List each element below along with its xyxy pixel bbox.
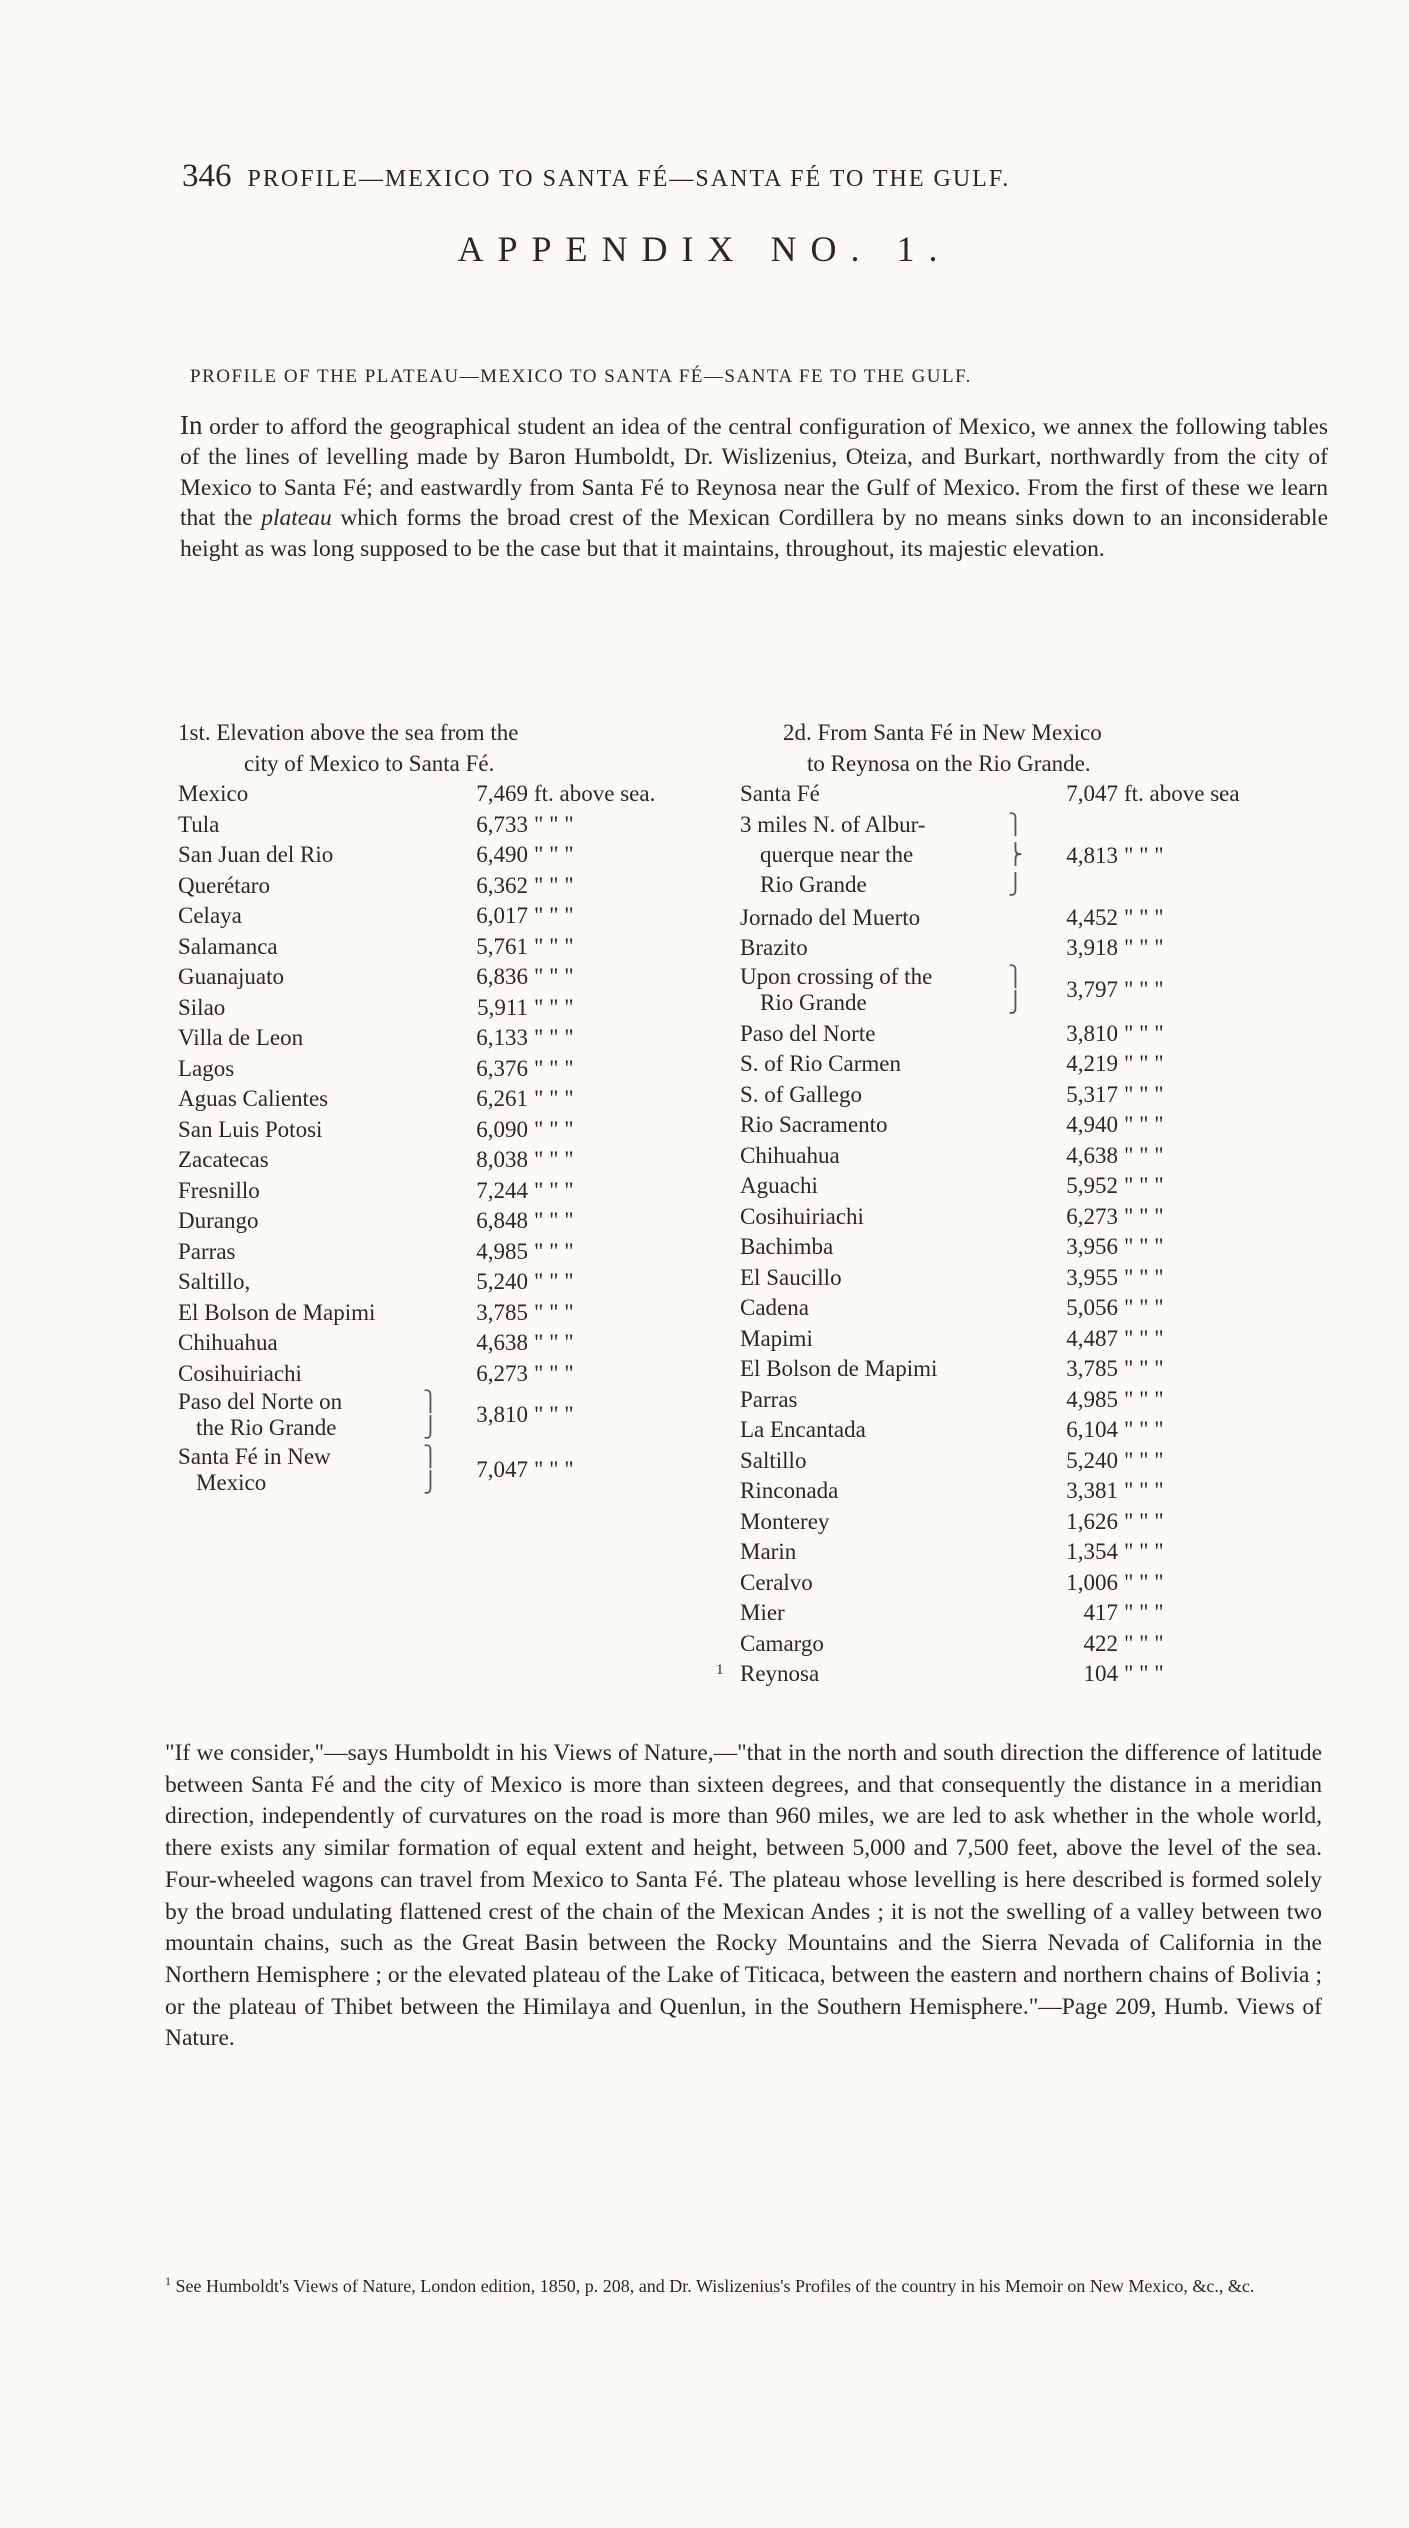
elevation-value: 422 <box>1083 1630 1118 1656</box>
place-name: Querétaro <box>178 872 270 898</box>
table-row <box>740 1354 1320 1385</box>
elevation-table-santa-fe-reynosa <box>716 718 1320 1690</box>
section-title: PROFILE OF THE PLATEAU—MEXICO TO SANTA FÉ—SANTA FE TO THE GULF. <box>190 366 972 387</box>
elevation-value: 3,797 <box>1066 976 1118 1002</box>
table-row <box>178 810 718 841</box>
table-row <box>740 1293 1320 1324</box>
elevation-value: 1,006 <box>1066 1569 1118 1595</box>
table-row <box>178 1298 718 1329</box>
place-name: Jornado del Muerto <box>740 904 921 930</box>
elevation-unit: ft. above sea <box>1124 781 1240 806</box>
table-rows <box>740 903 1320 964</box>
table-row <box>178 1054 718 1085</box>
ditto-marks: " " " <box>534 872 574 898</box>
place-name: San Luis Potosi <box>178 1116 323 1142</box>
elevation-value: 3,785 <box>476 1299 528 1325</box>
ditto-marks: " " " <box>534 842 574 867</box>
ditto-marks: " " " <box>534 1360 574 1386</box>
elevation-value: 4,638 <box>1066 1142 1118 1168</box>
ditto-marks: " " " <box>1124 1173 1164 1198</box>
ditto-marks: " " " <box>534 1086 574 1111</box>
appendix-title: APPENDIX NO. 1. <box>457 229 952 269</box>
elevation-value: 3,956 <box>1066 1234 1118 1259</box>
elevation-value: 7,047 <box>476 1457 528 1482</box>
elevation-value: 6,273 <box>476 1360 528 1386</box>
place-name: El Bolson de Mapimi <box>178 1299 376 1325</box>
table-row <box>178 1444 718 1499</box>
table-row <box>178 1267 718 1298</box>
table-row <box>178 901 718 932</box>
table-row <box>740 1537 1320 1568</box>
ditto-marks: " " " <box>1124 1356 1164 1381</box>
elevation-value: 1,354 <box>1066 1539 1118 1564</box>
elevation-value: 6,733 <box>476 811 528 837</box>
elevation-value: 6,362 <box>476 872 528 898</box>
ditto-marks: " " " <box>1124 904 1164 930</box>
table-row <box>178 932 718 963</box>
place-name: San Juan del Rio <box>178 842 334 867</box>
table-row <box>740 1598 1320 1629</box>
ditto-marks: " " " <box>1124 1051 1164 1076</box>
elevation-value: 4,487 <box>1066 1325 1118 1351</box>
footnote-mark: 1 <box>165 2274 171 2288</box>
ditto-marks: " " " <box>1124 1569 1164 1595</box>
place-name: Brazito <box>740 935 808 960</box>
table-row <box>740 1110 1320 1141</box>
place-name: Aguas Calientes <box>178 1086 329 1111</box>
ditto-marks: " " " <box>534 1055 574 1081</box>
place-name: Saltillo <box>740 1447 807 1473</box>
intro-paragraph <box>180 410 1328 564</box>
place-name: El Bolson de Mapimi <box>740 1356 938 1381</box>
place-name: 3 miles N. of Albur- querque near the Rio Grande <box>740 811 926 897</box>
ditto-marks: " " " <box>534 1116 574 1142</box>
elevation-value: 6,376 <box>476 1055 528 1081</box>
table-row <box>740 933 1320 964</box>
ditto-marks: " " " <box>1124 1600 1164 1625</box>
elevation-value: 4,813 <box>1066 842 1118 868</box>
table-row <box>178 1206 718 1237</box>
footnote <box>165 2270 1322 2298</box>
table-row <box>740 1049 1320 1080</box>
elevation-value: 3,810 <box>1066 1020 1118 1046</box>
ditto-marks: " " " <box>1124 1203 1164 1229</box>
table-row <box>178 1084 718 1115</box>
place-name: Monterey <box>740 1508 830 1534</box>
elevation-value: 4,219 <box>1066 1051 1118 1076</box>
elevation-value: 3,785 <box>1066 1356 1118 1381</box>
table-row <box>740 810 1320 903</box>
place-name: Silao <box>178 994 226 1020</box>
place-name: Marin <box>740 1539 797 1564</box>
ditto-marks: " " " <box>534 811 574 837</box>
place-name: Paso del Norte <box>740 1020 876 1046</box>
place-name: Camargo <box>740 1630 824 1656</box>
place-name: Mexico <box>178 781 249 806</box>
elevation-value: 6,848 <box>476 1208 528 1233</box>
elevation-value: 6,273 <box>1066 1203 1118 1229</box>
elevation-value: 5,240 <box>1066 1447 1118 1473</box>
elevation-value: 4,985 <box>1066 1386 1118 1412</box>
ditto-marks: " " " <box>534 964 574 989</box>
ditto-marks: " " " <box>1124 1020 1164 1046</box>
intro-text: order to afford the geographical student an idea of the central configuration of Mexico, we annex the following tables of the lines of levelling made by Baron Humboldt, Dr. Wislizenius, Oteiza, and Burkart, northwardly from the city of Mexico to Santa Fé; and eastwardly from Santa Fé to Reynosa near the Gulf of Mexico. From the first of these we learn that the <box>180 414 1328 532</box>
running-title: PROFILE—MEXICO TO SANTA FÉ—SANTA FÉ TO THE GULF. <box>247 166 1011 192</box>
ditto-marks: " " " <box>534 1457 574 1482</box>
place-name: El Saucillo <box>740 1264 842 1290</box>
place-name: Bachimba <box>740 1234 834 1259</box>
ditto-marks: " " " <box>1124 1417 1164 1442</box>
ditto-marks: " " " <box>1124 1081 1164 1107</box>
elevation-value: 4,638 <box>476 1330 528 1355</box>
place-name: S. of Gallego <box>740 1081 863 1107</box>
intro-italic: plateau <box>261 505 332 532</box>
table-row <box>178 1023 718 1054</box>
running-head <box>182 158 1302 195</box>
ditto-marks: " " " <box>534 1299 574 1325</box>
ditto-marks: " " " <box>534 1025 574 1050</box>
brace-icon: ⎫ ⎬ ⎭ <box>1008 813 1023 896</box>
ditto-marks: " " " <box>534 1238 574 1264</box>
table-row <box>178 1176 718 1207</box>
table-caption: city of Mexico to Santa Fé. <box>244 750 495 776</box>
ditto-marks: " " " <box>534 903 574 928</box>
place-name: Villa de Leon <box>178 1025 304 1050</box>
table-row <box>740 1415 1320 1446</box>
table-row <box>178 1145 718 1176</box>
table-row <box>740 1507 1320 1538</box>
intro-text-end: which forms the broad crest of the Mexican Cordillera by no means sinks down to an inconsiderable height as was long supposed to be the case but that it maintains, throughout, its majestic elevation. <box>180 505 1328 562</box>
place-name: Upon crossing of the Rio Grande <box>740 963 933 1015</box>
table-row <box>740 1476 1320 1507</box>
ditto-marks: " " " <box>1124 842 1164 868</box>
place-name: S. of Rio Carmen <box>740 1051 901 1076</box>
elevation-value: 6,261 <box>476 1086 528 1111</box>
ditto-marks: " " " <box>1124 976 1164 1002</box>
ditto-marks: " " " <box>1124 1325 1164 1351</box>
ditto-marks: " " " <box>534 994 574 1020</box>
table-row <box>178 993 718 1024</box>
table-row <box>740 1629 1320 1660</box>
table-caption: 1st. Elevation above the sea from the <box>178 720 519 745</box>
elevation-value: 5,911 <box>477 994 528 1020</box>
place-name: Reynosa <box>740 1661 820 1686</box>
ditto-marks: " " " <box>1124 935 1164 960</box>
table-rows <box>716 1019 1320 1690</box>
elevation-value: 6,490 <box>476 842 528 867</box>
table-rows <box>178 810 718 1390</box>
table-row <box>740 964 1320 1019</box>
elevation-value: 4,940 <box>1066 1112 1118 1137</box>
intro-lead: In <box>180 410 203 440</box>
elevation-value: 3,381 <box>1066 1478 1118 1503</box>
ditto-marks: " " " <box>534 1177 574 1203</box>
ditto-marks: " " " <box>1124 1539 1164 1564</box>
ditto-marks: " " " <box>534 1208 574 1233</box>
elevation-value: 7,047 <box>1066 781 1118 806</box>
footnote-text: See Humboldt's Views of Nature, London edition, 1850, p. 208, and Dr. Wislizenius's Profiles of the country in his Memoir on New Mexico, &c., &c. <box>171 2276 1255 2296</box>
place-name: Rinconada <box>740 1478 839 1503</box>
ditto-marks: " " " <box>534 1402 574 1427</box>
place-name: Tula <box>178 811 220 837</box>
elevation-value: 6,104 <box>1066 1417 1118 1442</box>
place-name: Chihuahua <box>740 1142 840 1168</box>
elevation-value: 6,090 <box>476 1116 528 1142</box>
brace-icon: ⎫ ⎭ <box>423 1446 438 1494</box>
elevation-value: 5,952 <box>1066 1173 1118 1198</box>
elevation-value: 7,469 <box>476 781 528 806</box>
table-row <box>740 779 1320 810</box>
elevation-value: 7,244 <box>476 1177 528 1203</box>
elevation-value: 4,985 <box>476 1238 528 1264</box>
elevation-value: 5,317 <box>1066 1081 1118 1107</box>
table-row <box>740 1324 1320 1355</box>
place-name: Parras <box>740 1386 798 1412</box>
elevation-value: 104 <box>1083 1661 1118 1686</box>
place-name: Ceralvo <box>740 1569 813 1595</box>
place-name: Chihuahua <box>178 1330 278 1355</box>
ditto-marks: " " " <box>1124 1295 1164 1320</box>
elevation-value: 6,133 <box>476 1025 528 1050</box>
brace-icon: ⎫ ⎭ <box>1008 965 1023 1014</box>
ditto-marks: " " " <box>534 1147 574 1172</box>
elevation-value: 3,918 <box>1066 935 1118 960</box>
place-name: Cadena <box>740 1295 809 1320</box>
place-name: Saltillo, <box>178 1269 251 1294</box>
place-name: Fresnillo <box>178 1177 260 1203</box>
elevation-value: 417 <box>1083 1600 1118 1625</box>
table-row <box>740 1141 1320 1172</box>
place-name: Aguachi <box>740 1173 818 1198</box>
table-row <box>740 1385 1320 1416</box>
table-row <box>740 1171 1320 1202</box>
ditto-marks: " " " <box>1124 1661 1164 1686</box>
place-name: Durango <box>178 1208 259 1233</box>
table-row <box>178 962 718 993</box>
table-caption: 2d. From Santa Fé in New Mexico <box>783 720 1102 745</box>
place-name: Parras <box>178 1238 236 1264</box>
ditto-marks: " " " <box>534 1330 574 1355</box>
table-row <box>178 871 718 902</box>
table-row <box>178 1359 718 1390</box>
place-name: Rio Sacramento <box>740 1112 888 1137</box>
ditto-marks: " " " <box>1124 1478 1164 1503</box>
place-name: Mapimi <box>740 1325 813 1351</box>
elevation-value: 6,836 <box>476 964 528 989</box>
elevation-table-mexico-santa-fe <box>178 718 718 1499</box>
elevation-value: 4,452 <box>1066 904 1118 930</box>
table-caption: to Reynosa on the Rio Grande. <box>807 750 1091 776</box>
place-name: Celaya <box>178 903 242 928</box>
page-number: 346 <box>182 158 232 194</box>
table-row <box>740 1446 1320 1477</box>
ditto-marks: " " " <box>1124 1508 1164 1534</box>
place-name: Zacatecas <box>178 1147 269 1172</box>
place-name: La Encantada <box>740 1417 866 1442</box>
table-row <box>740 1080 1320 1111</box>
ditto-marks: " " " <box>1124 1112 1164 1137</box>
elevation-value: 1,626 <box>1066 1508 1118 1534</box>
ditto-marks: " " " <box>1124 1447 1164 1473</box>
place-name: Guanajuato <box>178 964 285 989</box>
elevation-value: 5,761 <box>476 933 528 959</box>
table-row <box>178 1237 718 1268</box>
elevation-value: 5,240 <box>476 1269 528 1294</box>
ditto-marks: " " " <box>1124 1264 1164 1290</box>
table-row <box>740 1232 1320 1263</box>
elevation-value: 8,038 <box>476 1147 528 1172</box>
ditto-marks: " " " <box>534 1269 574 1294</box>
elevation-unit: ft. above sea. <box>534 781 656 806</box>
table-row <box>740 1202 1320 1233</box>
elevation-value: 5,056 <box>1066 1295 1118 1320</box>
place-name: Cosihuiriachi <box>740 1203 864 1229</box>
place-name: Paso del Norte on the Rio Grande <box>178 1389 343 1440</box>
table-row <box>178 1328 718 1359</box>
place-name: Cosihuiriachi <box>178 1360 302 1386</box>
elevation-value: 3,810 <box>476 1402 528 1427</box>
place-name: Santa Fé in New Mexico <box>178 1444 331 1495</box>
brace-icon: ⎫ ⎭ <box>423 1391 438 1439</box>
place-name: Mier <box>740 1600 785 1625</box>
footnote-mark: 1 <box>716 1662 724 1678</box>
place-name: Salamanca <box>178 933 278 959</box>
table-row <box>740 1568 1320 1599</box>
ditto-marks: " " " <box>1124 1142 1164 1168</box>
table-row <box>740 903 1320 934</box>
ditto-marks: " " " <box>1124 1630 1164 1656</box>
elevation-value: 6,017 <box>476 903 528 928</box>
humboldt-quote: "If we consider,"—says Humboldt in his Views of Nature,—"that in the north and south direction the difference of latitude between Santa Fé and the city of Mexico is more than sixteen degrees, and that consequently the distance in a meridian direction, independently of curvatures on the road is more than 960 miles, we are led to ask whether in the whole world, there exists any similar formation of equal extent and height, between 5,000 and 7,500 feet, above the level of the sea. Four-wheeled wagons can travel from Mexico to Santa Fé. The plateau whose levelling is here described is formed solely by the broad undulating flattened crest of the chain of the Mexican Andes ; it is not the swelling of a valley between two mountain chains, such as the Great Basin between the Rocky Mountains and the Sierra Nevada of California in the Northern Hemisphere ; or the elevated plateau of the Lake of Titicaca, between the eastern and northern chains of Bolivia ; or the plateau of Thibet between the Himilaya and Quenlun, in the Southern Hemisphere."—Page 209, Humb. Views of Nature. <box>165 1740 1322 2052</box>
table-row <box>716 1659 1320 1690</box>
place-name: Santa Fé <box>740 781 820 806</box>
ditto-marks: " " " <box>534 933 574 959</box>
table-row <box>740 1019 1320 1050</box>
table-row <box>740 1263 1320 1294</box>
table-row <box>178 779 718 810</box>
elevation-value: 3,955 <box>1066 1264 1118 1290</box>
table-row <box>178 840 718 871</box>
table-row <box>178 1389 718 1444</box>
ditto-marks: " " " <box>1124 1234 1164 1259</box>
table-row <box>178 1115 718 1146</box>
ditto-marks: " " " <box>1124 1386 1164 1412</box>
place-name: Lagos <box>178 1055 235 1081</box>
